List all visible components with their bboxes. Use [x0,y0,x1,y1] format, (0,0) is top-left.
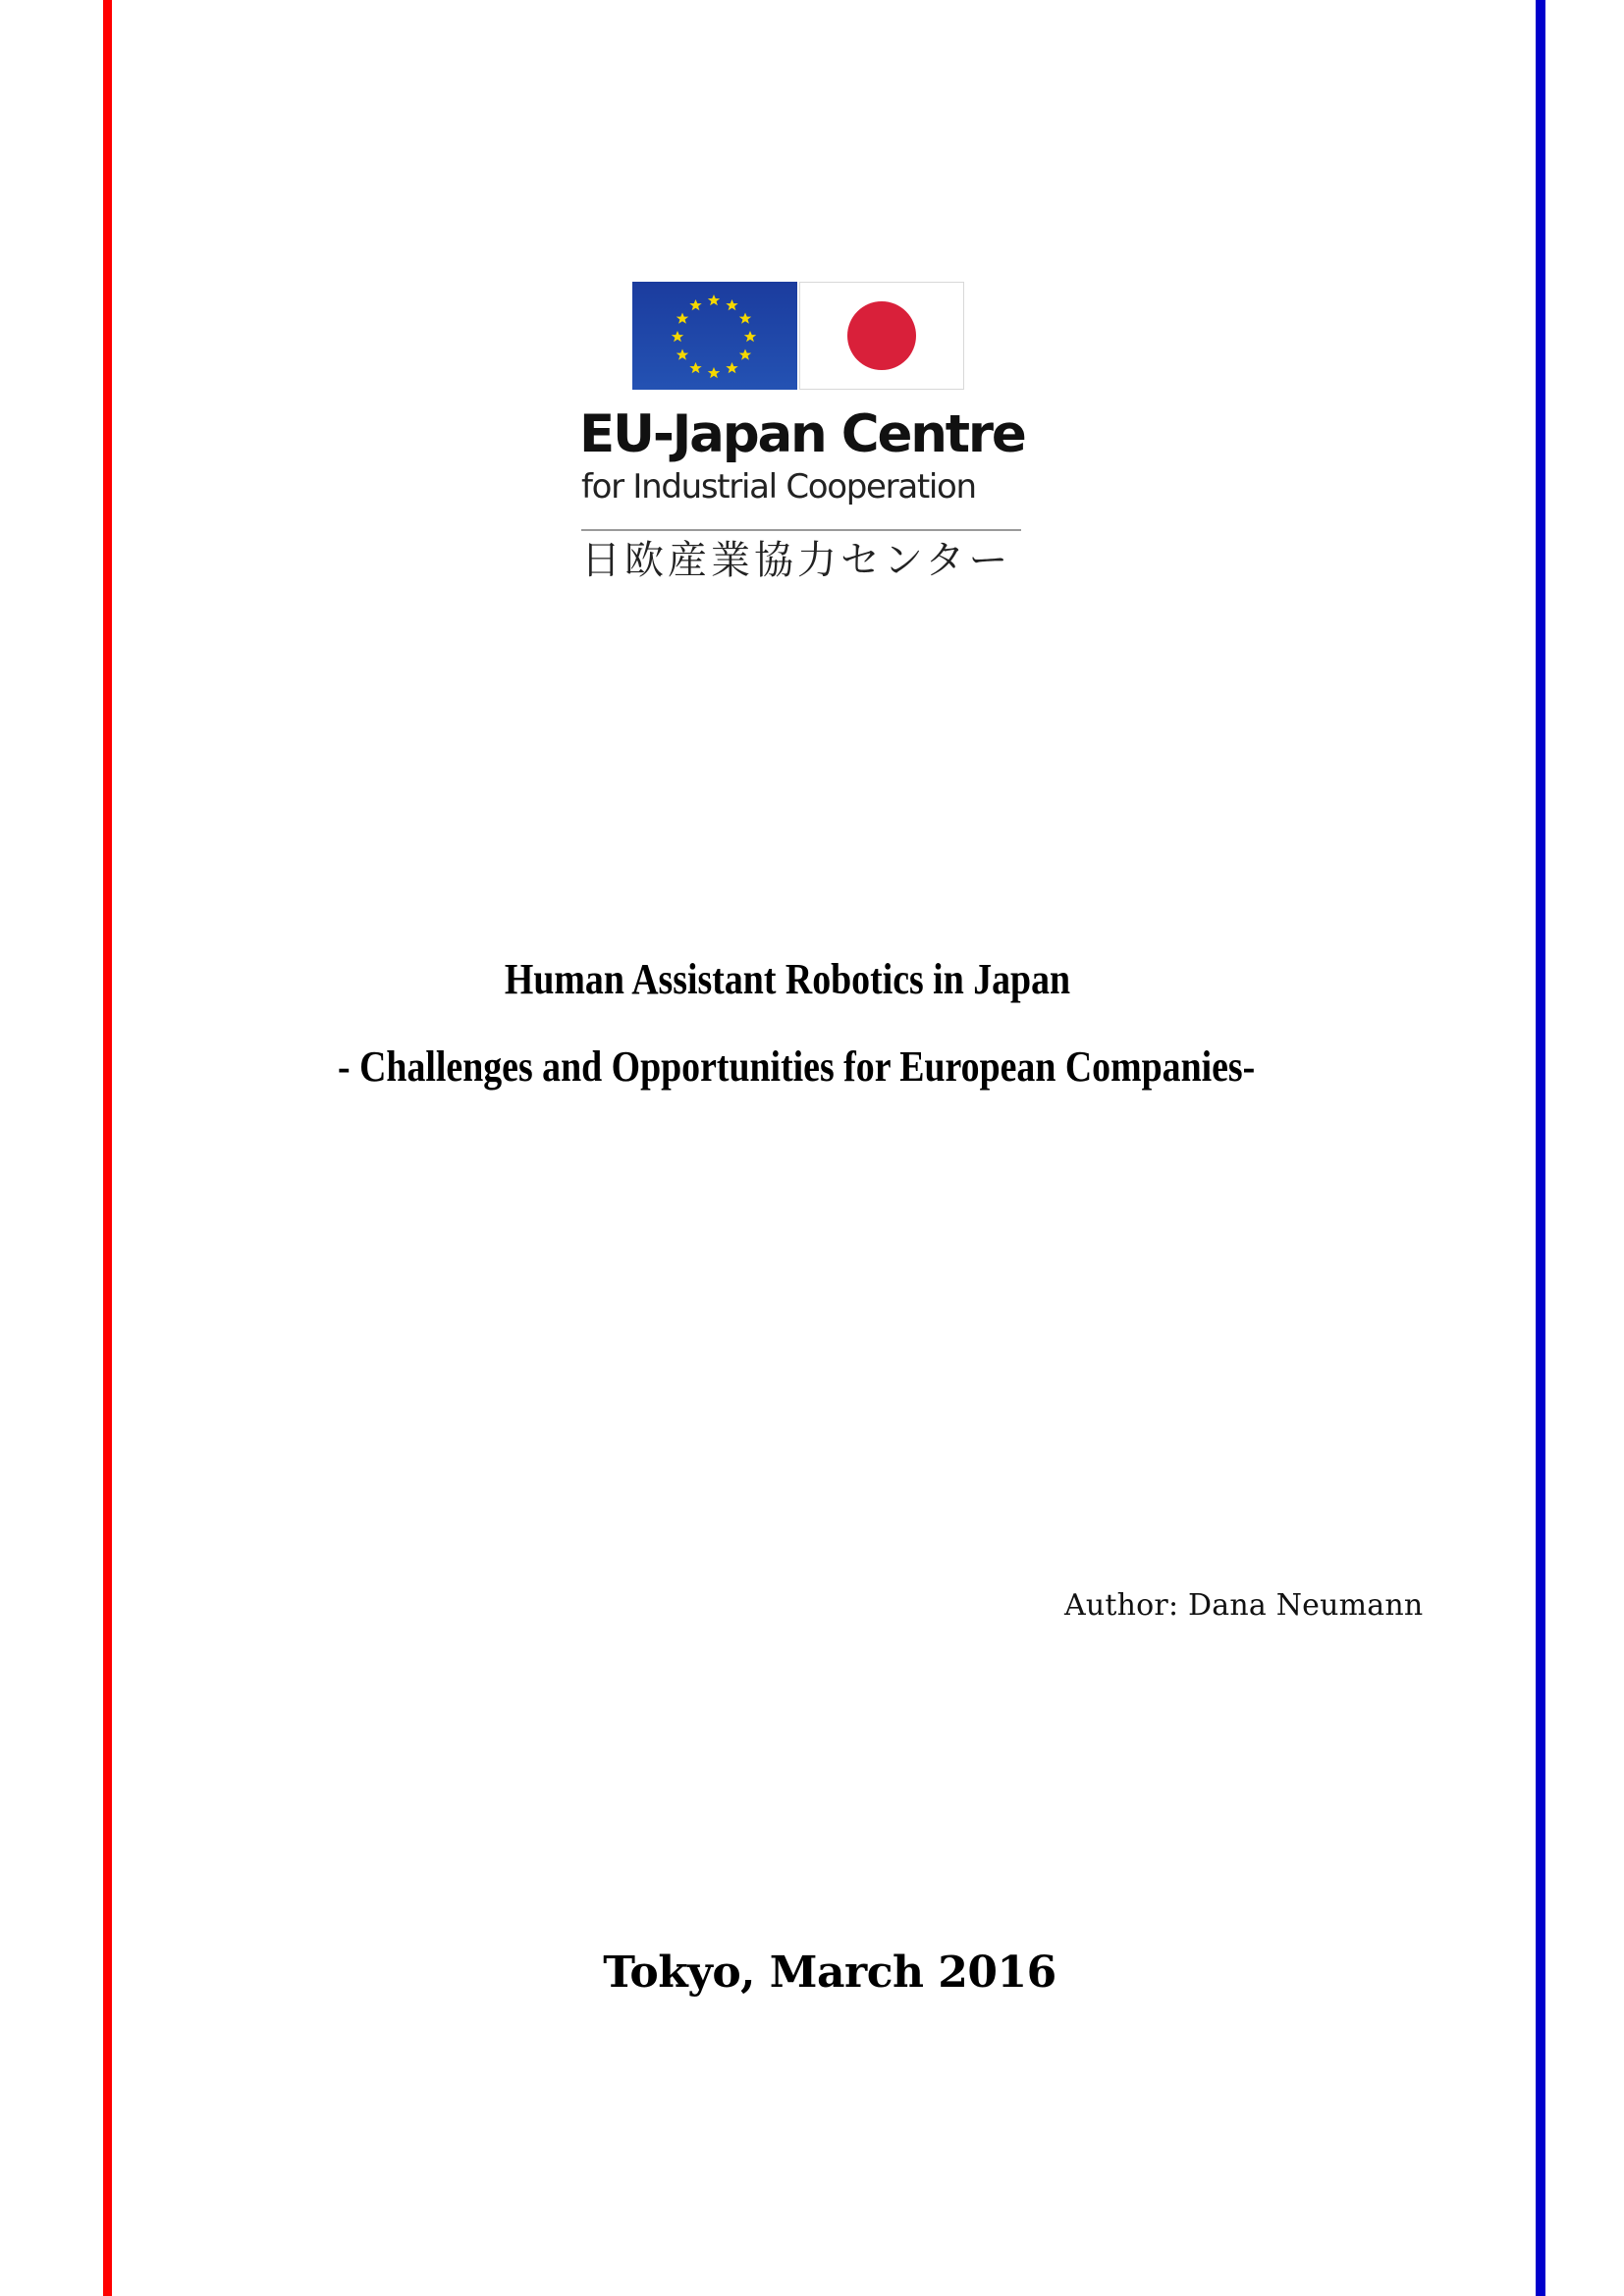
org-subtitle: for Industrial Cooperation [581,467,976,507]
org-name-japanese: 日欧産業協力センター [581,538,1012,583]
document-subtitle [0,1041,1624,1093]
eu-stars-icon [632,282,797,390]
org-name: EU-Japan Centre [579,404,1025,464]
author-line: Author: Dana Neumann [1064,1588,1424,1623]
document-title-text: Human Assistant Robotics in Japan [504,955,1071,1003]
eu-flag-icon [632,282,797,390]
eu-japan-centre-logo [579,280,1031,594]
logo-divider [581,529,1021,531]
rising-sun-circle [847,301,916,370]
place-date [0,1947,1624,2000]
place-date-text: Tokyo, March 2016 [603,1948,1056,1998]
document-title [0,954,1624,1005]
japan-flag-icon [799,282,964,390]
document-subtitle-text: - Challenges and Opportunities for European Companies- [338,1042,1256,1091]
